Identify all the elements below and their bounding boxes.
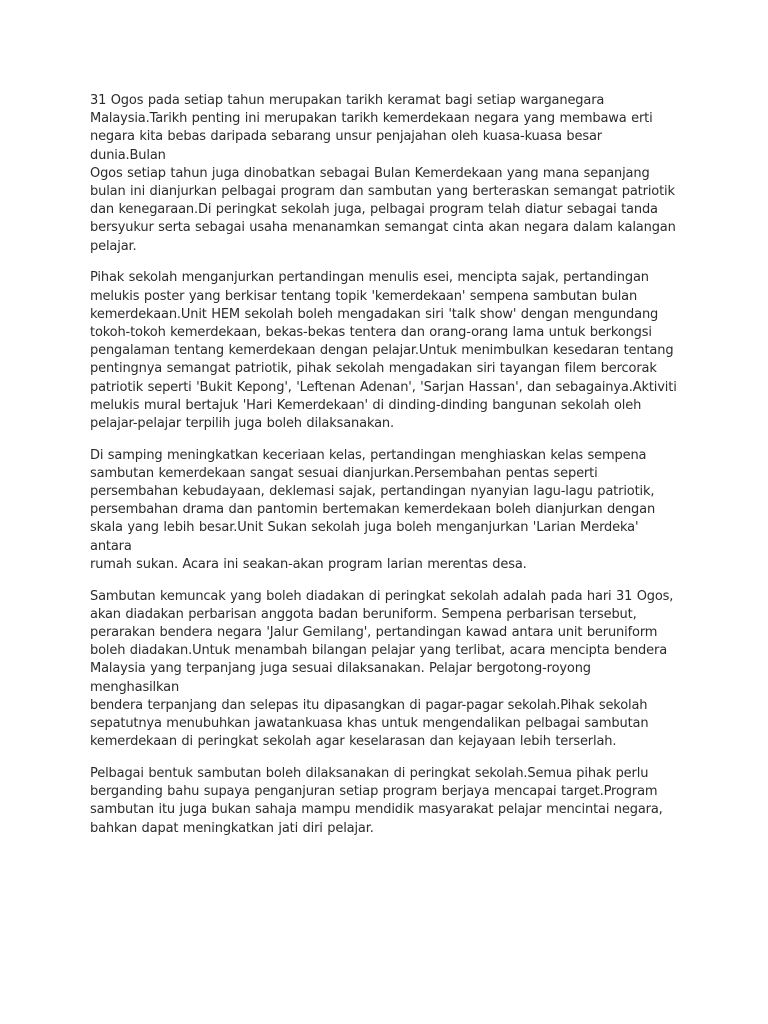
document-body bbox=[90, 92, 682, 851]
paragraph-2: Pihak sekolah menganjurkan pertandingan menulis esei, mencipta sajak, pertandingan melukis poster yang berkisar tentang topik 'kemerdekaan' sempena sambutan bulan kemerdekaan.Unit HEM sekolah boleh mengadakan siri 'talk show' dengan mengundang tokoh-tokoh kemerdekaan, bekas-bekas tentera dan orang-orang lama untuk berkongsi pengalaman tentang kemerdekaan dengan pelajar.Untuk menimbulkan kesedaran tentang pentingnya semangat patriotik, pihak sekolah mengadakan siri tayangan filem bercorak patriotik seperti 'Bukit Kepong', 'Leftenan Adenan', 'Sarjan Hassan', dan sebagainya.Aktiviti melukis mural bertajuk 'Hari Kemerdekaan' di dinding-dinding bangunan sekolah oleh pelajar-pelajar terpilih juga boleh dilaksanakan. bbox=[90, 270, 677, 431]
paragraph-4: Sambutan kemuncak yang boleh diadakan di peringkat sekolah adalah pada hari 31 Ogos, akan diadakan perbarisan anggota badan beruniform. Sempena perbarisan tersebut, perarakan bendera negara 'Jalur Gemilang', pertandingan kawad antara unit beruniform boleh diadakan.Untuk menambah bilangan pelajar yang terlibat, acara mencipta bendera Malaysia yang terpanjang juga sesuai dilaksanakan. Pelajar bergotong-royong menghasilkan bendera terpanjang dan selepas itu dipasangkan di pagar-pagar sekolah.Pihak sekolah sepatutnya menubuhkan jawatankuasa khas untuk mengendalikan pelbagai sambutan kemerdekaan di peringkat sekolah agar keselarasan dan kejayaan lebih terserlah. bbox=[90, 588, 674, 750]
paragraph-1: 31 Ogos pada setiap tahun merupakan tarikh keramat bagi setiap warganegara Malaysia.Tarikh penting ini merupakan tarikh kemerdekaan negara yang membawa erti negara kita bebas daripada sebarang unsur penjajahan oleh kuasa-kuasa besar dunia.Bulan Ogos setiap tahun juga dinobatkan sebagai Bulan Kemerdekaan yang mana sepanjang bulan ini dianjurkan pelbagai program dan sambutan yang berteraskan semangat patriotik dan kenegaraan.Di peringkat sekolah juga, pelbagai program telah diatur sebagai tanda bersyukur serta sebagai usaha menanamkan semangat cinta akan negara dalam kalangan pelajar. bbox=[90, 93, 676, 254]
paragraph-3: Di samping meningkatkan keceriaan kelas, pertandingan menghiaskan kelas sempena sambutan kemerdekaan sangat sesuai dianjurkan.Persembahan pentas seperti persembahan kebudayaan, deklemasi sajak, pertandingan nyanyian lagu-lagu patriotik, persembahan drama dan pantomin bertemakan kemerdekaan boleh dianjurkan dengan skala yang lebih besar.Unit Sukan sekolah juga boleh menganjurkan 'Larian Merdeka' antara rumah sukan. Acara ini seakan-akan program larian merentas desa. bbox=[90, 447, 656, 572]
paragraph-5: Pelbagai bentuk sambutan boleh dilaksanakan di peringkat sekolah.Semua pihak perlu berganding bahu supaya penganjuran setiap program berjaya mencapai target.Program sambutan itu juga bukan sahaja mampu mendidik masyarakat pelajar mencintai negara, bahkan dapat meningkatkan jati diri pelajar. bbox=[90, 765, 663, 836]
